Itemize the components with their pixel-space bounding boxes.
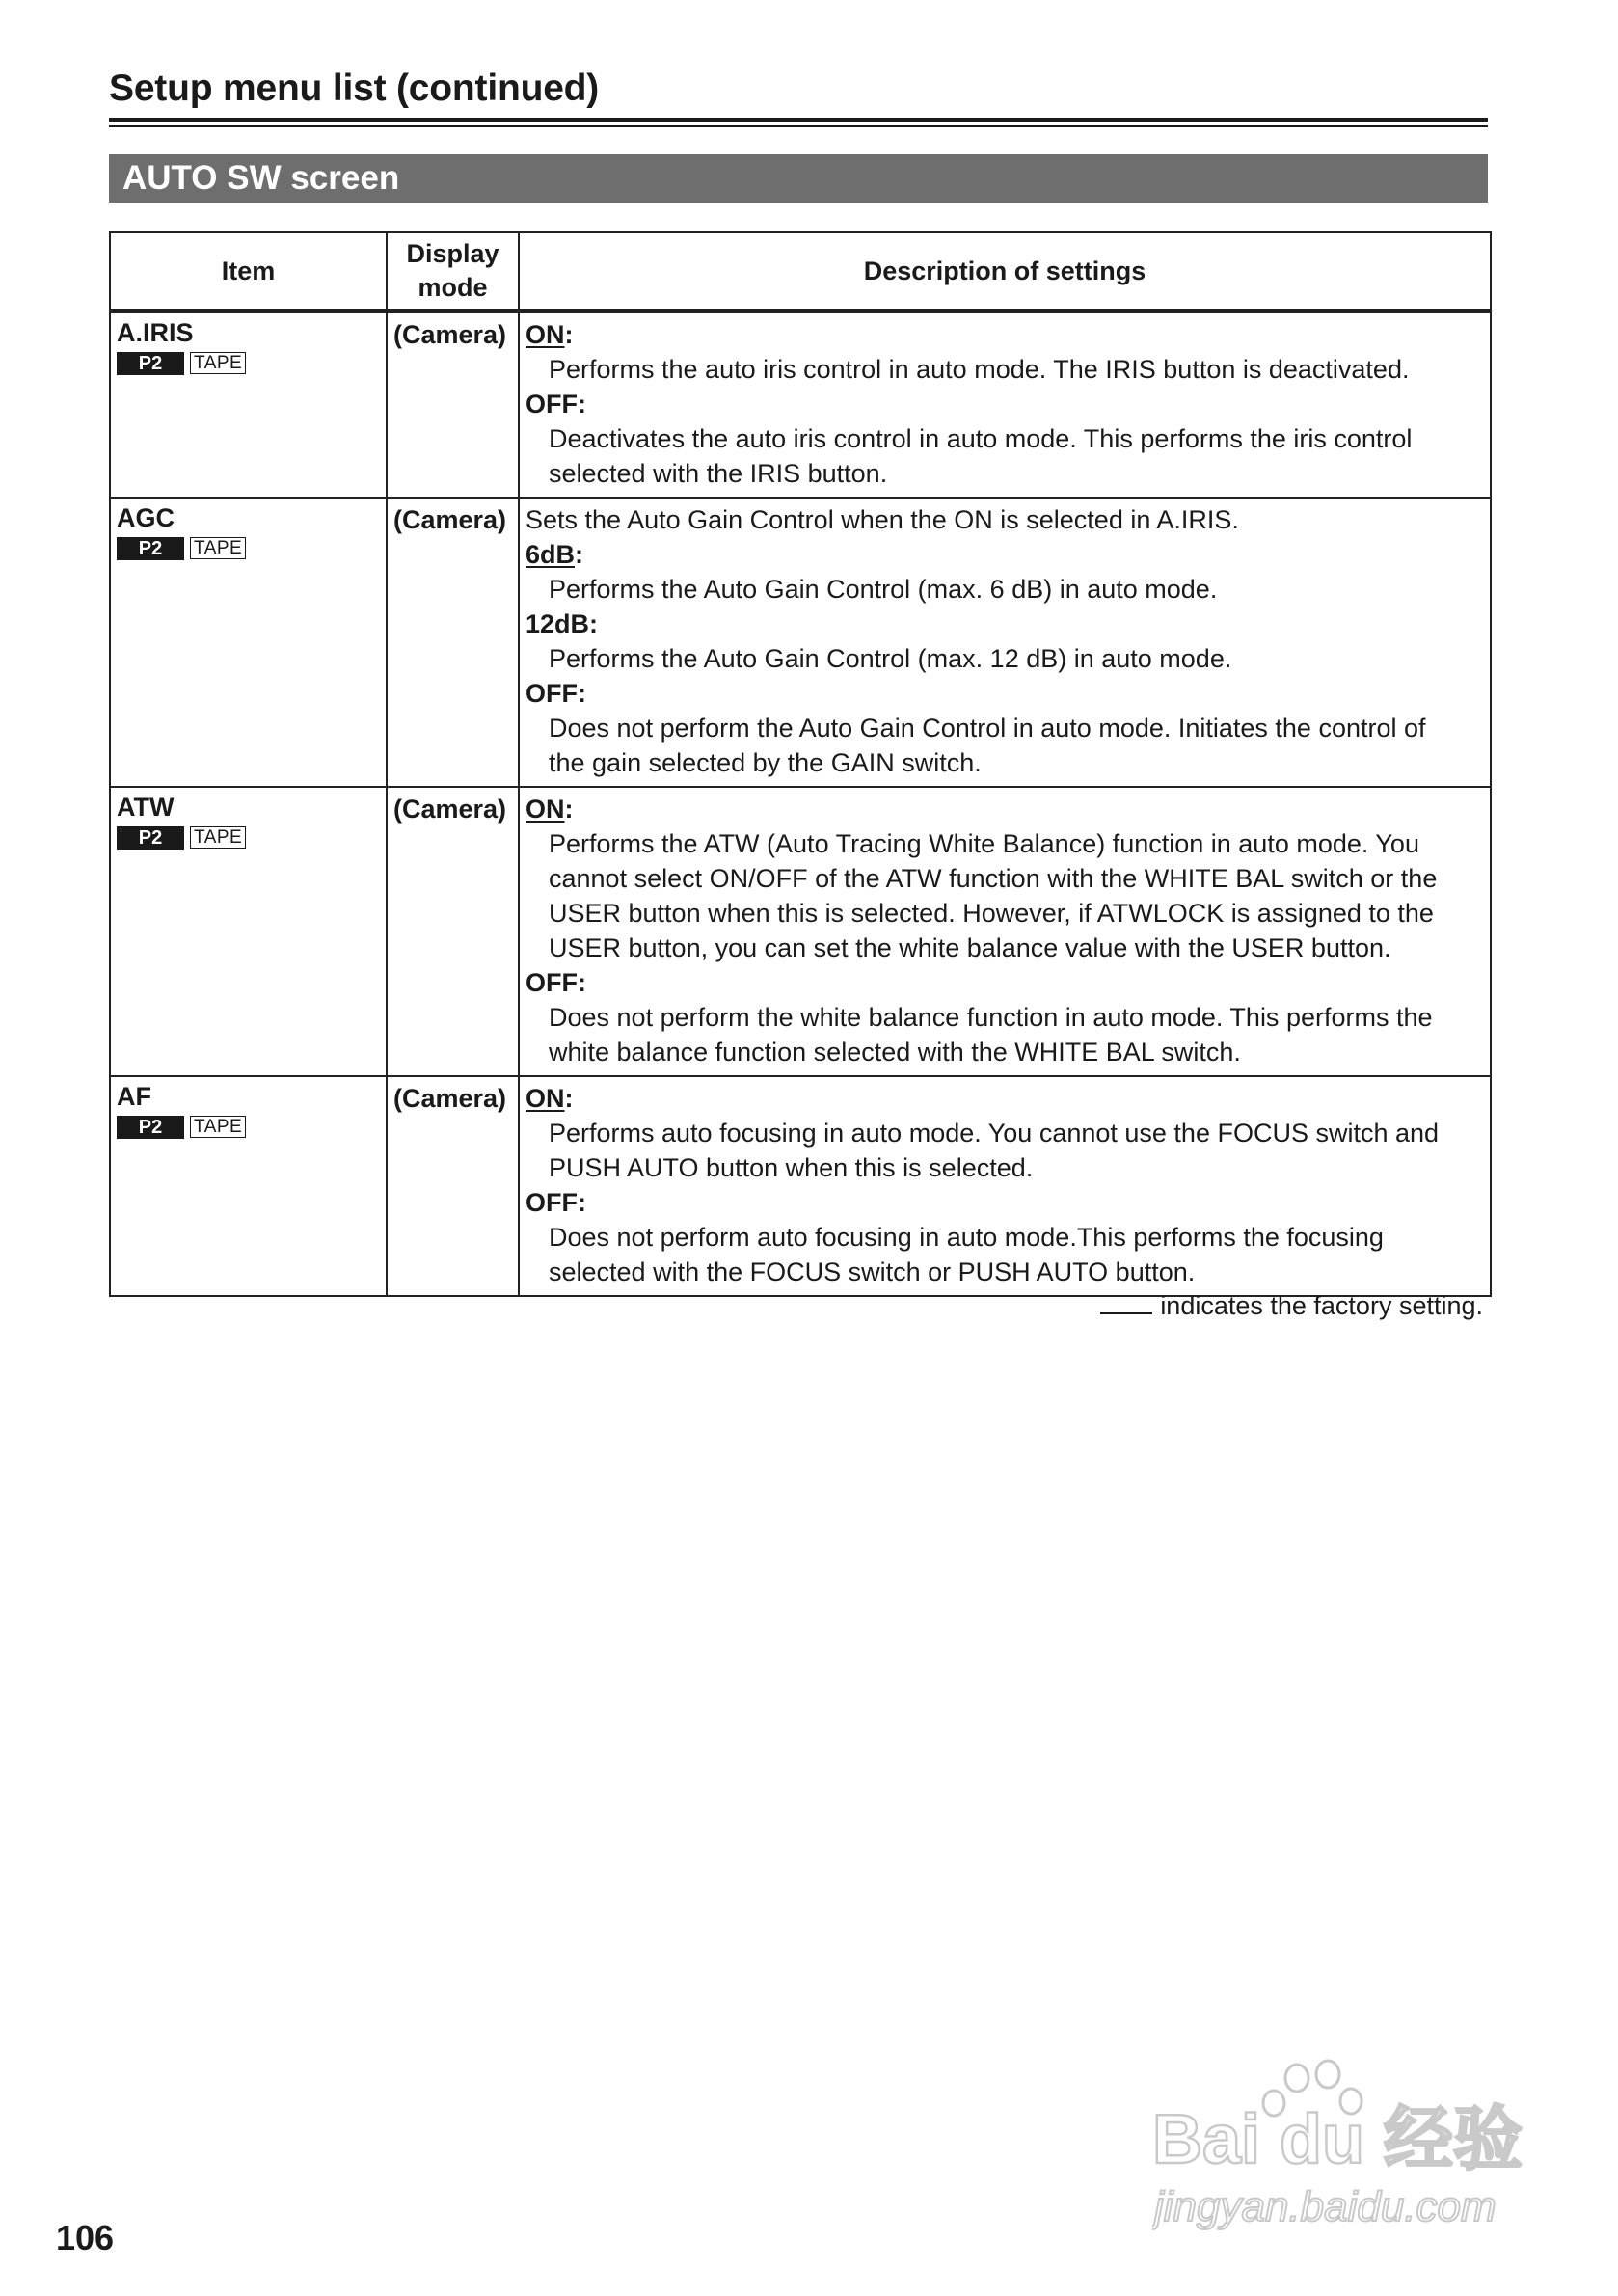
option-description: Does not perform the Auto Gain Control in auto mode. Initiates the control of [549, 714, 1426, 743]
title-rule-thin [109, 125, 1488, 127]
factory-setting-note-text: indicates the factory setting. [1160, 1291, 1483, 1320]
option-description: Deactivates the auto iris control in auto mode. This performs the iris control [549, 424, 1413, 453]
item-name-agc: AGC [117, 503, 175, 532]
page-title: Setup menu list (continued) [109, 68, 600, 109]
settings-table [109, 231, 1492, 1297]
header-description: Description of settings [519, 232, 1491, 311]
display-mode-cell: (Camera) [387, 1076, 519, 1296]
p2-badge: P2 [117, 826, 184, 850]
media-badges [117, 537, 380, 562]
option-label: OFF: [526, 1188, 586, 1217]
option-label: ON: [526, 1084, 574, 1113]
option-label: ON: [526, 320, 574, 349]
description-cell [519, 311, 1491, 499]
description-cell [519, 787, 1491, 1076]
media-badges [117, 1116, 380, 1141]
table-header-row [110, 232, 1491, 311]
item-cell [110, 787, 387, 1076]
factory-default-option: ON [526, 320, 565, 349]
factory-default-option: ON [526, 795, 565, 824]
watermark-url: jingyan.baidu.com [1154, 2183, 1497, 2230]
p2-badge: P2 [117, 1116, 184, 1139]
title-rule-thick [109, 118, 1488, 122]
baidu-jingyan-watermark [1152, 2059, 1538, 2242]
option-description: the gain selected by the GAIN switch. [549, 748, 982, 777]
factory-default-option: ON [526, 1084, 565, 1113]
factory-setting-note [1100, 1291, 1483, 1321]
option-description: Performs the Auto Gain Control (max. 12 dB) in auto mode. [549, 644, 1232, 673]
option-description: selected with the IRIS button. [549, 459, 888, 488]
item-name-atw: ATW [117, 793, 175, 822]
item-cell [110, 498, 387, 787]
watermark-brand: Bai du 经验 [1152, 2101, 1524, 2178]
option-label: OFF: [526, 679, 586, 708]
item-intro: Sets the Auto Gain Control when the ON is selected in A.IRIS. [526, 505, 1239, 534]
option-description: USER button, you can set the white balance value with the USER button. [549, 933, 1391, 962]
option-description: Does not perform auto focusing in auto mode.This performs the focusing [549, 1223, 1384, 1252]
table-row [110, 498, 1491, 787]
underline-sample [1100, 1293, 1152, 1314]
option-label: OFF: [526, 390, 586, 419]
option-label: 12dB: [526, 609, 599, 638]
table-row [110, 311, 1491, 499]
option-description: cannot select ON/OFF of the ATW function with the WHITE BAL switch or the [549, 864, 1438, 893]
tape-badge: TAPE [190, 352, 246, 374]
option-description: Performs the Auto Gain Control (max. 6 dB) in auto mode. [549, 575, 1218, 604]
display-mode-cell: (Camera) [387, 787, 519, 1076]
option-description: Performs auto focusing in auto mode. You cannot use the FOCUS switch and [549, 1119, 1440, 1148]
page-number: 106 [56, 2218, 115, 2257]
option-description: white balance function selected with the WHITE BAL switch. [549, 1038, 1241, 1067]
header-display-mode-line2: mode [418, 273, 488, 302]
header-display-mode [387, 232, 519, 311]
option-label: 6dB: [526, 540, 584, 569]
tape-badge: TAPE [190, 1116, 246, 1138]
option-description: selected with the FOCUS switch or PUSH AUTO button. [549, 1257, 1196, 1286]
tape-badge: TAPE [190, 826, 246, 849]
factory-default-option: 6dB [526, 540, 576, 569]
item-cell [110, 1076, 387, 1296]
p2-badge: P2 [117, 352, 184, 375]
media-badges [117, 826, 380, 851]
display-mode-cell: (Camera) [387, 498, 519, 787]
tape-badge: TAPE [190, 537, 246, 559]
section-header: AUTO SW screen [109, 154, 1488, 203]
table-row [110, 787, 1491, 1076]
media-badges [117, 352, 380, 377]
option-description: USER button when this is selected. However, if ATWLOCK is assigned to the [549, 899, 1434, 928]
display-mode-cell: (Camera) [387, 311, 519, 499]
p2-badge: P2 [117, 537, 184, 560]
table-row [110, 1076, 1491, 1296]
item-cell [110, 311, 387, 499]
header-display-mode-line1: Display [406, 239, 499, 268]
option-description: Does not perform the white balance function in auto mode. This performs the [549, 1003, 1433, 1032]
description-cell [519, 1076, 1491, 1296]
option-description: Performs the ATW (Auto Tracing White Balance) function in auto mode. You [549, 829, 1419, 858]
option-label: OFF: [526, 968, 586, 997]
option-description: PUSH AUTO button when this is selected. [549, 1153, 1034, 1182]
option-label: ON: [526, 795, 574, 824]
item-name-af: AF [117, 1082, 151, 1111]
description-cell [519, 498, 1491, 787]
item-name-airis: A.IRIS [117, 318, 194, 347]
option-description: Performs the auto iris control in auto mode. The IRIS button is deactivated. [549, 355, 1410, 384]
header-item: Item [110, 232, 387, 311]
